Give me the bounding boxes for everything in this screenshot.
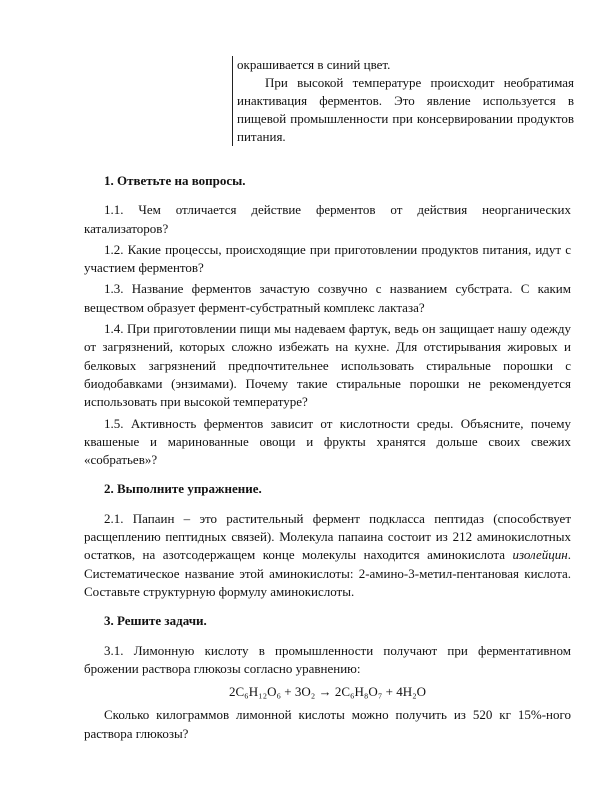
intro-paragraph: При высокой температуре происходит необратимая инактивация ферментов. Это явление используется в пищевой промышленности при консервировании продуктов питания. [237, 75, 574, 144]
exercise-text-after: . Систематическое название этой аминокислоты: 2-амино-3-метил-пентановая кислота. Составьте структурную формулу аминокислоты. [84, 547, 571, 599]
section3-heading: 3. Решите задачи. [104, 613, 207, 629]
main-content [84, 172, 571, 746]
section2-heading: 2. Выполните упражнение. [104, 481, 262, 497]
intro-block [232, 56, 574, 146]
question-1-3: 1.3. Название ферментов зачастую созвучно с названием субстрата. С каким веществом образует фермент-субстратный комплекс лактаза? [84, 281, 571, 315]
question-1-4: 1.4. При приготовлении пищи мы надеваем фартук, ведь он защищает нашу одежду от загрязнений, которых сложно избежать на кухне. Для отстирывания жировых и белковых загрязнений предпочтительнее использовать стиральные порошки с биодобавками (энзимами). Почему такие стиральные порошки не рекомендуется использовать при высокой температуре? [84, 321, 571, 410]
question-1-1: 1.1. Чем отличается действие ферментов от действия неорганических катализаторов? [84, 202, 571, 236]
exercise-2-1 [84, 510, 571, 601]
question-1-2: 1.2. Какие процессы, происходящие при приготовлении продуктов питания, идут с участием ферментов? [84, 241, 571, 276]
problem-3-1: 3.1. Лимонную кислоту в промышленности получают при ферментативном брожении раствора глюкозы согласно уравнению: [84, 642, 571, 676]
section1-heading: 1. Ответьте на вопросы. [104, 173, 246, 188]
reaction-equation: 2C₆H₁₂O₆ + 3O₂ → 2C₆H₈O₇ + 4H₂O [228, 684, 426, 700]
exercise-text-before: 2.1. Папаин – это растительный фермент подкласса пептидаз (способствует расщеплению пептидных связей). Молекула папаина состоит из 212 аминокислотных остатков, на азотсодержащем конце молекулы находится аминокислота [84, 510, 571, 563]
problem-question: Сколько килограммов лимонной кислоты можно получить из 520 кг 15%-ного раствора глюкозы? [84, 707, 571, 741]
intro-line: окрашивается в синий цвет. [237, 57, 391, 72]
question-1-5: 1.5. Активность ферментов зависит от кислотности среды. Объясните, почему квашеные и маринованные овощи и фрукты хранятся дольше своих свежих «собратьев»? [84, 415, 571, 468]
exercise-italic-word: изолейцин [512, 547, 568, 563]
